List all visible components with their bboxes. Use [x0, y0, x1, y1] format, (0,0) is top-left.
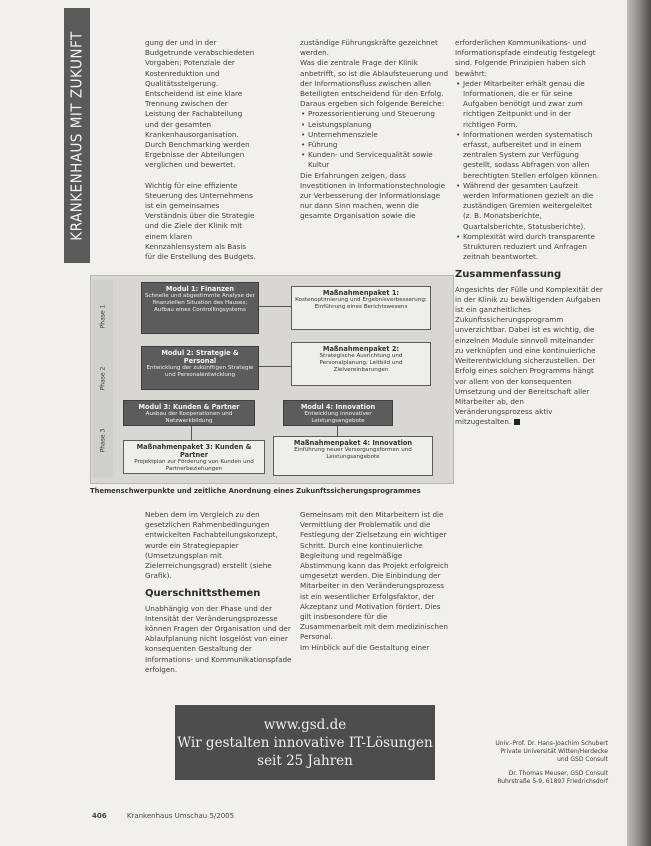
measure-package-box: Maßnahmenpaket 2: Strategische Ausrichtung und Personalplanung; Leitbild und Zielvereinbarungen — [291, 342, 431, 386]
list-item: • Jeder Mitarbeiter erhält genau die Informationen, die er für seine Aufgaben benötigt und zwar zum richtigen Zeitpunkt und in der richtigen Form. — [463, 79, 603, 130]
ad-slogan: seit 25 Jahren — [257, 752, 353, 769]
program-diagram — [90, 275, 454, 484]
end-mark-icon — [514, 419, 520, 425]
list-item: • Kunden- und Servicequalität sowie Kultur — [308, 150, 450, 170]
summary-heading: Zusammenfassung — [455, 269, 562, 281]
author-line: Univ.-Prof. Dr. Hans-Joachim Schubert — [495, 740, 608, 747]
paragraph: Was die zentrale Frage der Klinik anbetrifft, so ist die Ablaufsteuerung und der Informationsfluss zwischen allen Beteiligten entscheidend für den Erfolg. Daraus ergeben sich folgende Bereiche: — [300, 58, 449, 109]
ad-url[interactable]: www.gsd.de — [263, 716, 347, 733]
paragraph: Die Erfahrungen zeigen, dass Investitionen in Informationstechnologie zur Verbesserung der Informationslage nur dann Sinn machen, wenn die gesamte Organisation sowie die — [300, 170, 446, 221]
page-number: 406 — [92, 812, 107, 820]
module-box: Modul 3: Kunden & Partner Ausbau der Kooperationen und Netzwerkbildung — [123, 400, 255, 426]
paragraph: Entscheidend ist eine klare Trennung zwischen der Leistung der Fachabteilung und der gesamten Krankenhausorganisation. Durch Benchmarking werden Ergebnisse der Abteilungen verglichen und bewertet. — [145, 89, 250, 170]
bullet-list — [300, 109, 450, 170]
author-line: Private Universität Witten/Herdecke — [500, 748, 608, 755]
list-item: • Komplexität wird durch transparente Strukturen reduziert und Anfragen zeitnah beantwortet. — [463, 232, 603, 263]
paragraph: Unabhängig von der Phase und der Intensität der Veränderungsprozesse können Fragen der Organisation und der Ablaufplanung nicht losgelöst von einer konsequenten Gestaltung der Informations- und Kommunikationspfade erfolgen. — [145, 603, 292, 674]
list-item: • Während der gesamten Laufzeit werden Informationen gezielt an die zuständigen Gremien weitergeleitet (z. B. Monatsberichte, Quartalsberichte, Statusberichte). — [463, 181, 603, 232]
column-1-bottom — [145, 510, 295, 675]
column-3 — [455, 38, 603, 428]
connector-line — [337, 426, 338, 436]
paragraph: gung der und in der Budgetrunde verabschiedeten Vorgaben; Potenziale der Kostenreduktion und Qualitätssteigerung. — [145, 38, 255, 88]
phase-label: Phase 1 — [99, 304, 107, 328]
page-footer — [92, 812, 234, 820]
module-box: Modul 1: Finanzen Schnelle und abgestimmte Analyse der finanziellen Situation des Hauses; Aufbau eines Controllingsystems — [141, 282, 259, 334]
author-line: und GSD Consult — [557, 756, 608, 763]
figure-caption: Themenschwerpunkte und zeitliche Anordnung eines Zukunftssicherungsprogrammes — [90, 487, 421, 495]
list-item: • Leistungsplanung — [308, 120, 450, 130]
list-item: • Führung — [308, 140, 450, 150]
list-item: • Informationen werden systematisch erfasst, aufbereitet und in einem zentralen System zur Verfügung gestellt, sodass Abfragen von allen berechtigten Stellen erfolgen können. — [463, 130, 603, 181]
bullet-list — [455, 79, 603, 263]
paragraph: zuständige Führungskräfte gezeichnet werden. — [300, 38, 438, 58]
author-block — [460, 740, 608, 786]
paragraph: Wichtig für eine effiziente Steuerung des Unternehmens ist ein gemeinsames Verständnis über die Strategie und die Ziele der Klinik mit einem klaren Kennzahlensystem als Basis für die Erstellung des Budgets. — [145, 180, 256, 262]
list-item: • Unternehmensziele — [308, 130, 450, 140]
journal-name: Krankenhaus Umschau 5/2005 — [126, 812, 235, 820]
measure-package-box: Maßnahmenpaket 1: Kostenoptimierung und Ergebnisverbesserung; Einführung eines Berichtswesens — [291, 286, 431, 330]
binding-gutter — [627, 0, 651, 846]
advertisement-banner[interactable] — [175, 705, 435, 780]
column-2 — [300, 38, 450, 222]
paragraph: Angesichts der Fülle und Komplexität der in der Klinik zu bewältigenden Aufgaben ist ein ganzheitliches Zukunftssicherungsprogramm unverzichtbar. Dabei ist es wichtig, die einzelnen Module sinnvoll miteinander zu verknüpfen und eine kontinuierliche Weiterentwicklung sicherzustellen. Der Erfolg eines solchen Programms hängt vor allem von der konsequenten Umsetzung und der Bereitschaft aller Mitarbeiter ab, den Veränderungsprozess aktiv mitzugestalten. — [455, 284, 603, 427]
module-box: Modul 4: Innovation Entwicklung innovativer Leistungsangebote — [283, 400, 393, 426]
author-line: Dr. Thomas Meuser, GSD Consult — [508, 770, 608, 777]
measure-package-box: Maßnahmenpaket 3: Kunden & Partner Projektplan zur Förderung von Kunden und Partnerbeziehungen — [123, 440, 265, 474]
phase-label: Phase 3 — [99, 428, 107, 452]
paragraph: Neben dem im Vergleich zu den gesetzlichen Rahmenbedingungen entwickelten Fachabteilungskonzept, wurde ein Strategiepapier (Umsetzungsplan mit Zielerreichungsgrad) erstellt (siehe Grafik). — [145, 510, 278, 581]
paragraph: Im Hinblick auf die Gestaltung einer — [300, 642, 430, 652]
module-box: Modul 2: Strategie & Personal Entwicklung der zukünftigen Strategie und Personalentwicklung — [141, 346, 259, 390]
list-item: • Prozessorientierung und Steuerung — [308, 109, 450, 119]
phase-label: Phase 2 — [99, 366, 107, 390]
paragraph: Gemeinsam mit den Mitarbeitern ist die Vermittlung der Problematik und die Festlegung der Zielsetzung ein wichtiger Schritt. Durch eine kontinuierliche Begleitung und regelmäßige Abstimmung kann das Projekt erfolgreich umgesetzt werden. Die Einbindung der Mitarbeiter in den Veränderungsprozess ist ein wesentlicher Erfolgsfaktor, der Akzeptanz und Motivation fördert. Dies gilt insbesondere für die Zusammenarbeit mit dem medizinischen Personal. — [300, 510, 449, 642]
phase-axis — [93, 280, 113, 478]
connector-line — [191, 426, 192, 440]
ad-slogan: Wir gestalten innovative IT-Lösungen — [177, 734, 433, 751]
column-1 — [145, 38, 257, 262]
column-2-bottom — [300, 510, 450, 653]
section-title: KRANKENHAUS MIT ZUKUNFT — [68, 30, 87, 241]
connector-line — [259, 366, 291, 367]
section-heading: Querschnittsthemen — [145, 588, 261, 600]
measure-package-box: Maßnahmenpaket 4: Innovation Einführung neuer Versorgungsformen und Leistungsangebote — [273, 436, 433, 476]
author-line: Ruhrstraße 5-9, 61897 Friedrichsdorf — [497, 778, 608, 785]
connector-line — [259, 306, 291, 307]
paragraph: erforderlichen Kommunikations- und Informationspfade eindeutig festgelegt sind. Folgende Prinzipien haben sich bewährt: — [455, 38, 596, 78]
